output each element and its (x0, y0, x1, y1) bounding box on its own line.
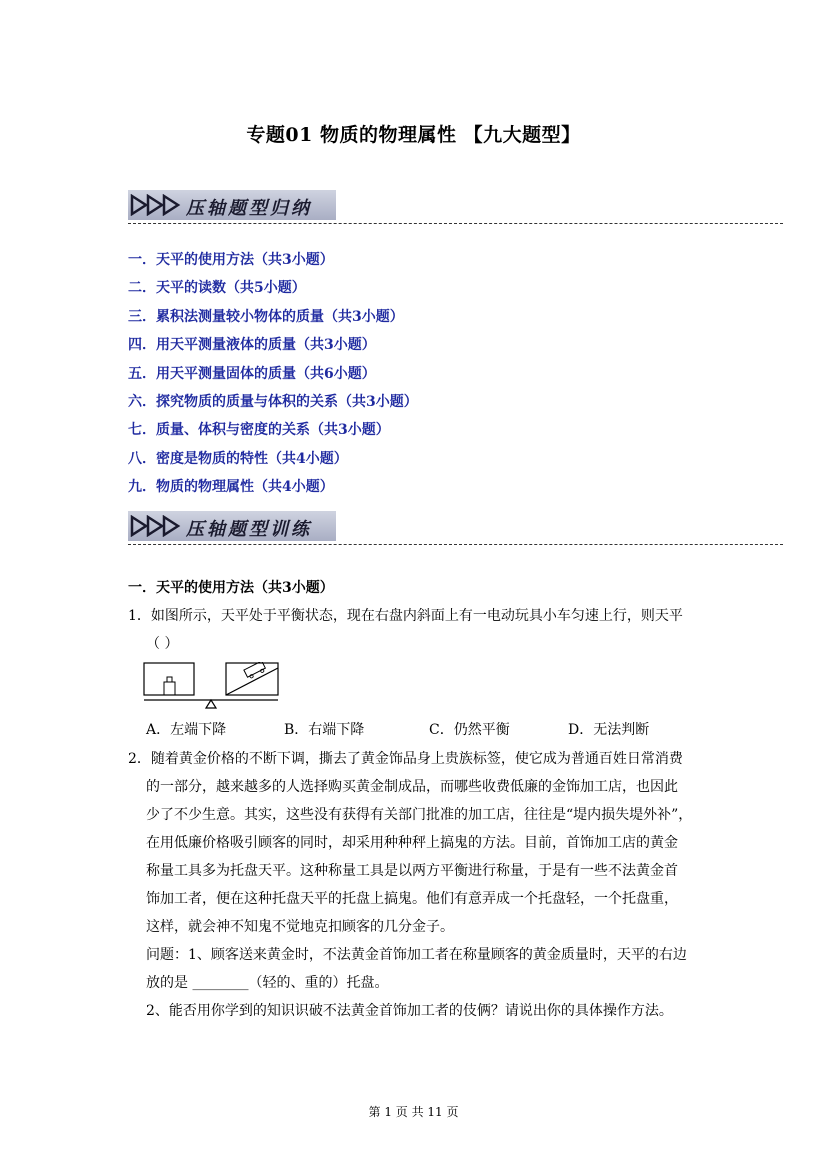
banner-divider (128, 544, 783, 545)
banner-divider (128, 223, 783, 224)
option-c[interactable]: C．仍然平衡 (429, 722, 510, 738)
question-text: 少了不少生意。其实，这些没有获得有关部门批准的加工店，往往是“堤内损失堤外补”， (146, 807, 693, 823)
answer-bracket: （ ） (146, 636, 179, 652)
answer-options (146, 716, 706, 744)
question-text: 在用低廉价格吸引顾客的同时，却采用种种秤上搞鬼的方法。目前，首饰加工店的黄金 (146, 835, 678, 851)
banner-label: 压轴题型训练 (186, 519, 312, 540)
section-banner-summary (128, 190, 783, 226)
topic-item[interactable]: 五．用天平测量固体的质量（共6小题） (128, 365, 376, 382)
question-text: 这样，就会神不知鬼不觉地克扣顾客的几分金子。 (146, 919, 454, 935)
option-d[interactable]: D．无法判断 (568, 722, 650, 738)
triple-arrow-icon (130, 515, 184, 537)
sub-question: 2、能否用你学到的知识识破不法黄金首饰加工者的伎俩？请说出你的具体操作方法。 (146, 1003, 673, 1019)
section-heading: 一．天平的使用方法（共3小题） (128, 580, 334, 596)
option-b[interactable]: B．右端下降 (284, 722, 365, 738)
topic-item[interactable]: 一．天平的使用方法（共3小题） (128, 252, 334, 268)
topic-list (128, 250, 418, 506)
topic-item[interactable]: 二．天平的读数（共5小题） (128, 280, 306, 297)
question-1 (128, 602, 683, 658)
banner-label: 压轴题型归纳 (186, 198, 312, 219)
banner-background (128, 190, 336, 220)
page-footer: 第 1 页 共 11 页 (368, 1105, 459, 1119)
question-text: 1．如图所示，天平处于平衡状态，现在右盘内斜面上有一电动玩具小车匀速上行，则天平 (128, 608, 683, 624)
balance-figure (143, 662, 283, 712)
banner-background (128, 511, 336, 541)
question-text: 称量工具多为托盘天平。这种称量工具是以两方平衡进行称量，于是有一些不法黄金首 (146, 863, 678, 879)
topic-item[interactable]: 九．物质的物理属性（共4小题） (128, 479, 334, 496)
fill-blank[interactable]: 放的是 ________（轻的、重的）托盘。 (146, 975, 389, 991)
topic-item[interactable]: 四．用天平测量液体的质量（共3小题） (128, 337, 376, 354)
question-text: 2．随着黄金价格的不断下调，撕去了黄金饰品身上贵族标签，使它成为普通百姓日常消费 (128, 751, 683, 767)
option-a[interactable]: A．左端下降 (146, 722, 227, 738)
topic-item[interactable]: 七．质量、体积与密度的关系（共3小题） (128, 422, 390, 439)
sub-question: 问题：1、顾客送来黄金时，不法黄金首饰加工者在称量顾客的黄金质量时，天平的右边 (146, 947, 687, 963)
topic-item[interactable]: 三．累积法测量较小物体的质量（共3小题） (128, 308, 404, 325)
topic-item[interactable]: 八．密度是物质的特性（共4小题） (128, 450, 348, 467)
page-title: 专题01 物质的物理属性 【九大题型】 (246, 124, 581, 146)
section-banner-training (128, 511, 783, 547)
topic-item[interactable]: 六．探究物质的质量与体积的关系（共3小题） (128, 393, 418, 410)
triple-arrow-icon (130, 194, 184, 216)
question-2 (128, 745, 692, 1025)
question-text: 饰加工者，便在这种托盘天平的托盘上搞鬼。他们有意弄成一个托盘轻，一个托盘重， (146, 891, 678, 907)
question-text: 的一部分，越来越多的人选择购买黄金制成品，而哪些收费低廉的金饰加工店，也因此 (146, 779, 678, 795)
